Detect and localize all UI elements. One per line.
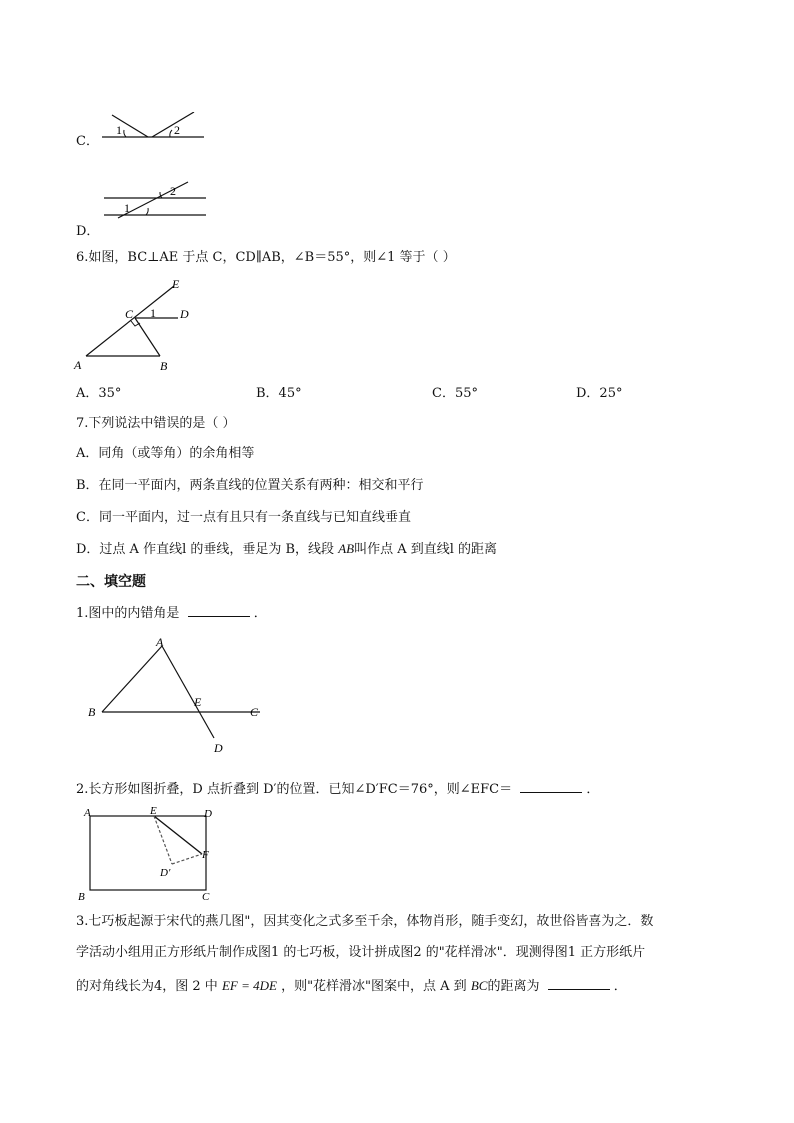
f3-line3-pre: 的对角线长为4，图 2 中 bbox=[76, 979, 222, 994]
q7-option-d-post: 叫作点 A 到直线l 的距离 bbox=[354, 542, 498, 557]
q6-option-a: A．35° bbox=[76, 386, 122, 401]
q5-option-c-figure bbox=[96, 112, 208, 146]
q6-point-c: C bbox=[125, 307, 134, 321]
f2-answer-blank[interactable] bbox=[520, 780, 582, 793]
f1-tail: ． bbox=[253, 606, 267, 621]
f2-point-f: F bbox=[202, 849, 209, 861]
q7-option-c: C．同一平面内，过一点有且只有一条直线与已知直线垂直 bbox=[76, 510, 411, 525]
q6-stem: 6.如图，BC⊥AE 于点 C，CD∥AB，∠B＝55°，则∠1 等于（ ） bbox=[76, 250, 456, 265]
f2-point-dprime: D′ bbox=[160, 867, 171, 879]
f1-point-c: C bbox=[250, 705, 259, 719]
q6-point-a: A bbox=[74, 358, 82, 372]
q6-angle-1: 1 bbox=[150, 306, 156, 320]
f2-point-d: D bbox=[204, 808, 212, 820]
f1-point-e: E bbox=[194, 695, 202, 709]
f1-point-d: D bbox=[214, 741, 223, 755]
f2-point-c: C bbox=[202, 891, 210, 903]
f3-line-3 bbox=[76, 977, 627, 995]
f3-tail: ． bbox=[613, 979, 627, 994]
q5-option-d-figure bbox=[100, 180, 212, 220]
q7-option-b: B．在同一平面内，两条直线的位置关系有两种：相交和平行 bbox=[76, 478, 424, 493]
q6-point-e: E bbox=[172, 277, 180, 291]
f1-figure bbox=[84, 634, 264, 756]
f1-point-b: B bbox=[88, 705, 96, 719]
q6-point-b: B bbox=[160, 359, 168, 373]
f2-figure bbox=[74, 804, 224, 904]
q7-option-d bbox=[76, 541, 497, 558]
section-2-title: 二、填空题 bbox=[76, 574, 146, 590]
f3-answer-blank[interactable] bbox=[548, 977, 610, 990]
q5d-angle-2-label: 2 bbox=[170, 184, 176, 198]
q5-option-d-label: D． bbox=[76, 224, 100, 239]
f3-line-1: 3.七巧板起源于宋代的燕几图"，因其变化之式多至千余，体物肖形，随手变幻，故世俗皆喜为之．数 bbox=[76, 914, 654, 929]
q6-option-c: C．55° bbox=[432, 386, 478, 401]
f2-point-a: A bbox=[84, 807, 91, 819]
f2-stem bbox=[76, 780, 599, 798]
q5c-angle-2-label: 2 bbox=[174, 123, 180, 137]
q6-point-d: D bbox=[180, 307, 189, 321]
f2-tail: ． bbox=[586, 782, 600, 797]
q6-figure bbox=[70, 274, 210, 376]
f3-line-2: 学活动小组用正方形纸片制作成图1 的七巧板，设计拼成图2 的"花样滑冰"．现测得图1 正方形纸片 bbox=[76, 945, 646, 960]
f2-point-b: B bbox=[78, 891, 85, 903]
f1-answer-blank[interactable] bbox=[188, 604, 250, 617]
f3-line3-eq: EF = 4DE bbox=[221, 978, 277, 993]
f1-text: 1.图中的内错角是 bbox=[76, 606, 180, 621]
q6-option-b: B．45° bbox=[256, 386, 302, 401]
q7-option-d-pre: D．过点 A 作直线l 的垂线，垂足为 B，线段 bbox=[76, 542, 339, 557]
f2-text: 2.长方形如图折叠，D 点折叠到 D′的位置．已知∠D′FC＝76°，则∠EFC＝ bbox=[76, 782, 513, 797]
q7-stem: 7.下列说法中错误的是（ ） bbox=[76, 416, 236, 431]
f3-line3-mid: ，则"花样滑冰"图案中，点 A 到 bbox=[276, 979, 471, 994]
q7-option-d-ab: AB bbox=[338, 541, 355, 556]
q6-option-d: D．25° bbox=[576, 386, 623, 401]
f3-line3-post: 的距离为 bbox=[487, 979, 540, 994]
f1-stem bbox=[76, 604, 267, 622]
f3-line3-bc: BC bbox=[470, 978, 488, 993]
q5c-angle-1-label: 1 bbox=[116, 123, 122, 137]
f1-point-a: A bbox=[156, 635, 164, 649]
f2-point-e: E bbox=[150, 805, 157, 817]
q7-option-a: A．同角（或等角）的余角相等 bbox=[76, 446, 255, 461]
q5d-angle-1-label: 1 bbox=[124, 201, 130, 215]
q5-option-c-label: C． bbox=[76, 134, 99, 149]
